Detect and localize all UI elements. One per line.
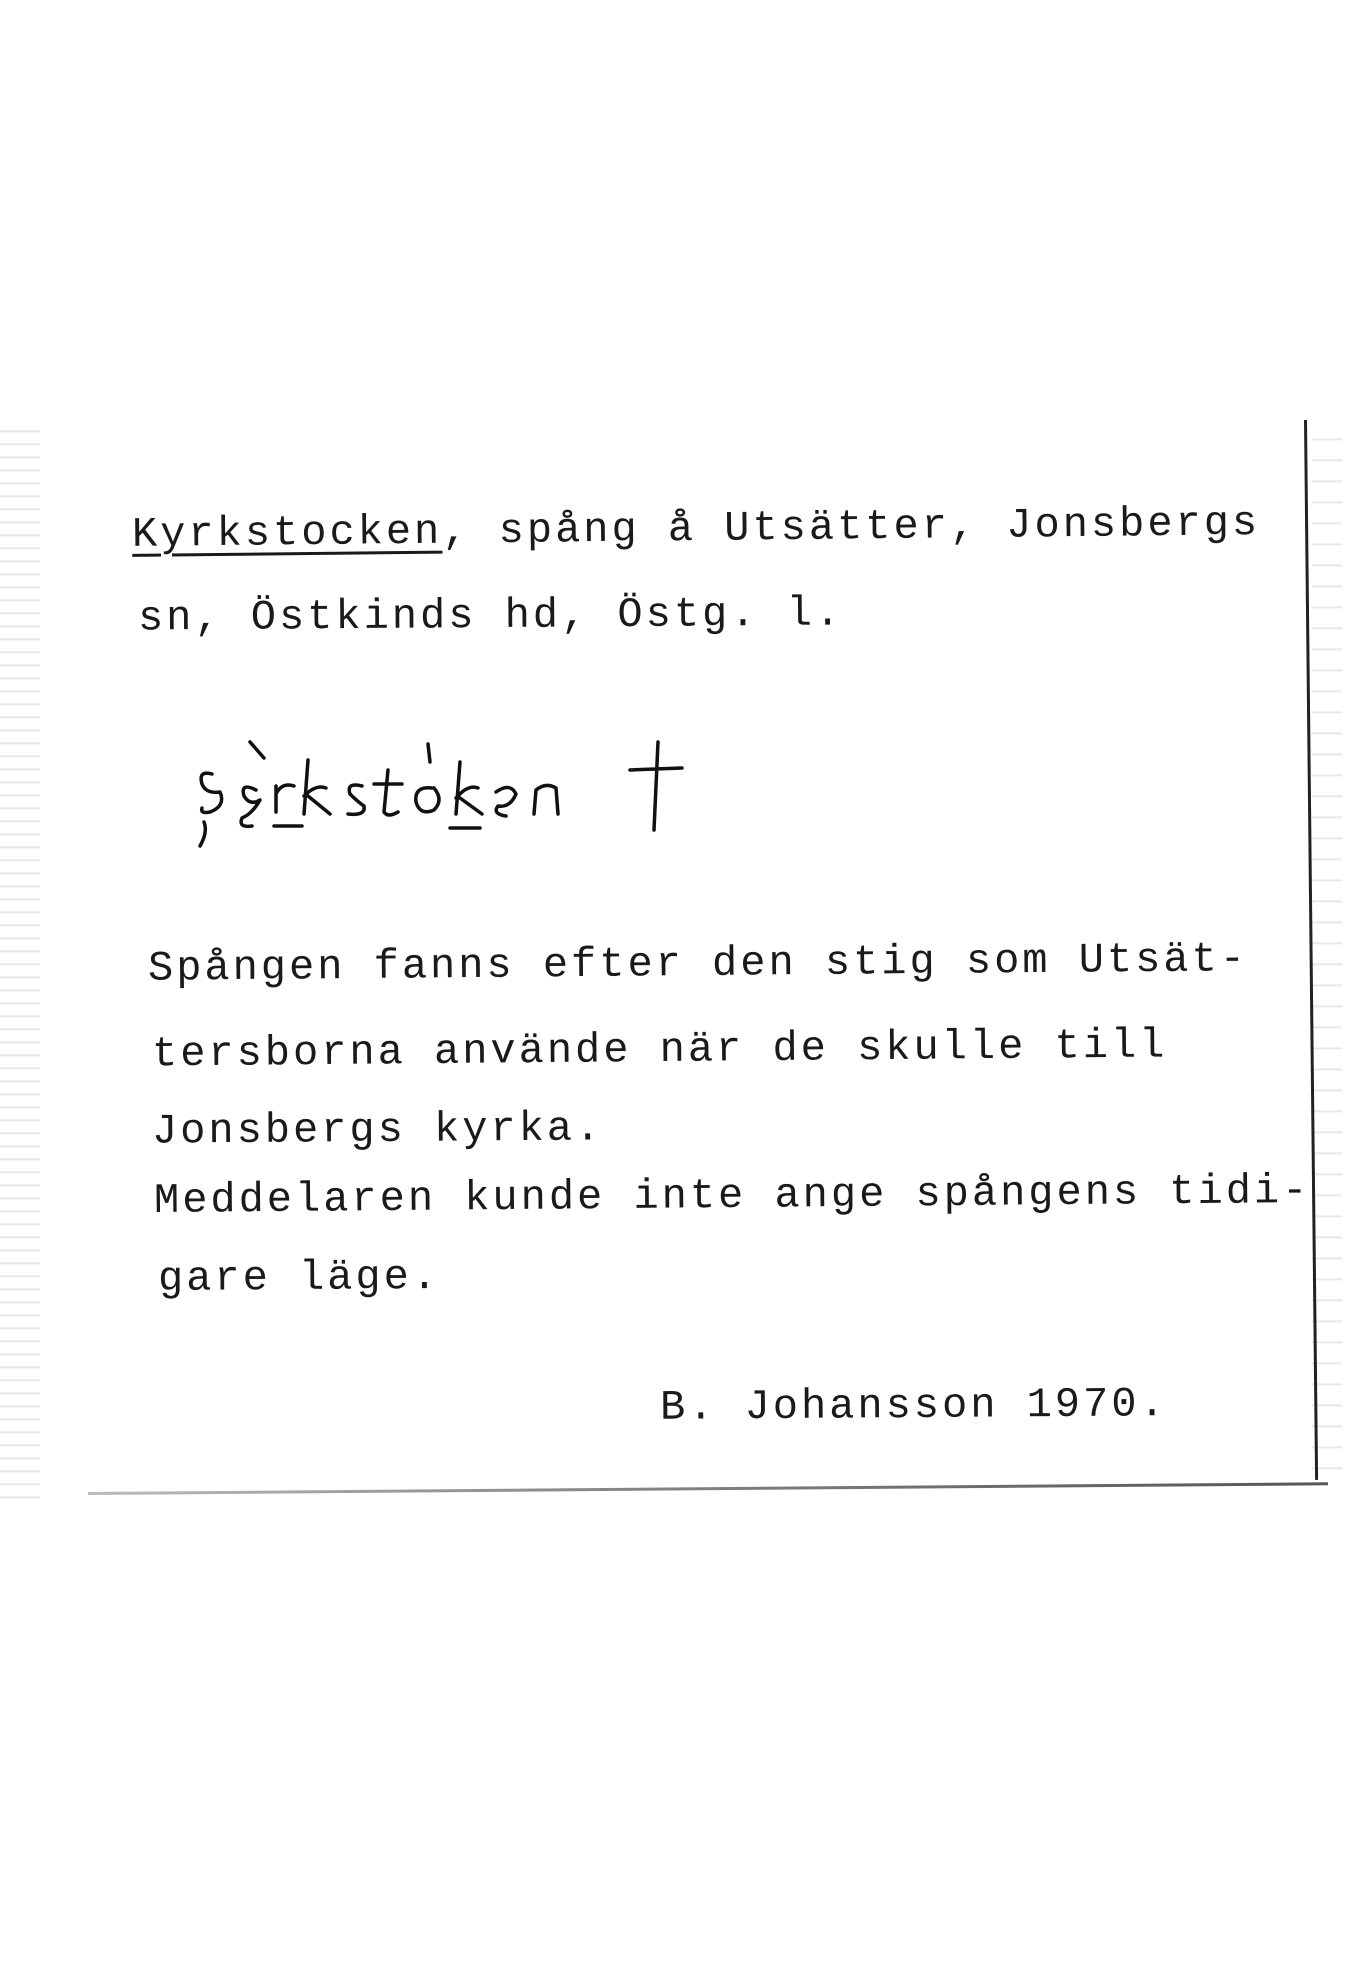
body-line-2: tersborna använde när de skulle till <box>151 1021 1168 1079</box>
signature: B. Johansson 1970. <box>659 1380 1168 1432</box>
header-line-2: sn, Östkinds hd, Östg. l. <box>137 589 844 643</box>
body-line-1: Spången fanns efter den stig som Utsät- <box>147 935 1249 993</box>
body-line-5: gare läge. <box>157 1253 441 1303</box>
body-line-4: Meddelaren kunde inte ange spångens tidi- <box>153 1166 1311 1226</box>
headword: Kyrkstocken <box>131 507 443 559</box>
right-margin-specks <box>1312 420 1342 1480</box>
header-line-1 <box>132 499 1261 559</box>
handwritten-transcription-svg <box>190 722 790 862</box>
card-bottom-edge <box>88 1482 1328 1495</box>
left-margin-specks <box>0 420 40 1500</box>
body-line-3: Jonsbergs kyrka. <box>151 1104 604 1156</box>
phonetic-transcription <box>190 722 790 862</box>
header-rest: , spång å Utsätter, Jonsbergs <box>442 499 1261 556</box>
